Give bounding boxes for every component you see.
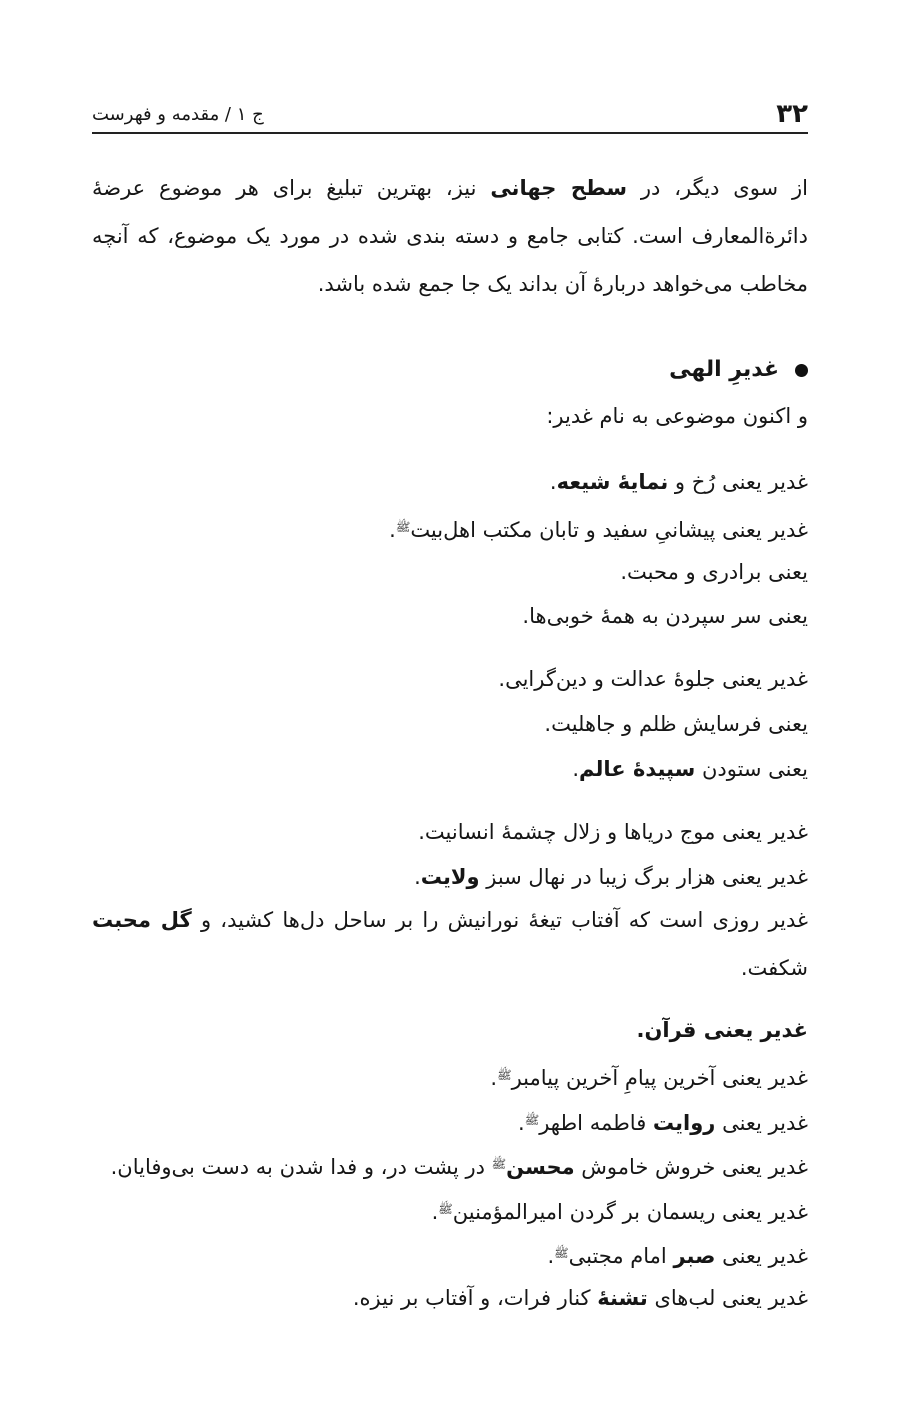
verse-line: غدیر یعنی لب‌های تشنهٔ کنار فرات، و آفتاب بر نیزه.	[352, 1286, 808, 1310]
intro-text-2: نیز، بهترین تبلیغ برای هر موضوع عرضهٔ دائرة‌المعارف است. کتابی جامع و دسته بندی شده در مورد یک موضوع، که آنچه مخاطب می‌خواهد دربارهٔ آن بداند یک جا جمع شده باشد.	[92, 176, 808, 296]
verse-line: غدیر یعنی جلوهٔ عدالت و دین‌گرایی.	[498, 667, 808, 691]
verse-line: غدیر یعنی خروش خاموش محسن$^ﷺ$ در پشت در، و فدا شدن به دست بی‌وفایان.	[110, 1155, 808, 1179]
verse-line: غدیر یعنی موج دریاها و زلال چشمهٔ انسانیت.	[418, 820, 808, 844]
verse-line: یعنی فرسایش ظلم و جاهلیت.	[544, 712, 808, 736]
verse-line: یعنی ستودن سپیدهٔ عالم.	[572, 757, 808, 781]
verse-line: غدیر یعنی هزار برگ زیبا در نهال سبز ولایت.	[414, 865, 808, 889]
verse-line: یعنی برادری و محبت.	[620, 560, 808, 584]
running-title: ج ۱ / مقدمه و فهرست	[92, 104, 264, 125]
section-title: غدیرِ الهی	[669, 357, 779, 382]
verse-line: غدیر یعنی آخرین پیامِ آخرین پیامبر$^ﷺ$.	[490, 1066, 808, 1090]
intro-paragraph	[92, 164, 808, 308]
verse-line: غدیر یعنی صبر امام مجتبی$^ﷺ$.	[547, 1244, 808, 1268]
verse-line: غدیر یعنی رُخ و نمایهٔ شیعه.	[549, 470, 808, 494]
intro-text-1: از سوی دیگر، در	[627, 176, 808, 200]
verse-line: غدیر یعنی ریسمان بر گردن امیرالمؤمنین$^ﷺ$.	[431, 1200, 808, 1224]
honorific-mark: ﷺ	[491, 1157, 507, 1171]
honorific-mark: ﷺ	[395, 520, 411, 534]
verse-line: غدیر یعنی پیشانیِ سفید و تابان مکتب اهل‌بیت$^ﷺ$.	[389, 518, 808, 542]
bullet-icon	[795, 364, 808, 377]
verse-line-bold: غدیر یعنی قرآن.	[636, 1018, 808, 1042]
honorific-mark: ﷺ	[554, 1246, 569, 1260]
page-header	[92, 98, 808, 134]
intro-bold-term: سطح جهانی	[490, 176, 628, 200]
verse-line: یعنی سر سپردن به همهٔ خوبی‌ها.	[522, 604, 808, 628]
honorific-mark: ﷺ	[438, 1202, 453, 1216]
section-intro-line: و اکنون موضوعی به نام غدیر:	[546, 404, 808, 428]
verse-paragraph: غدیر روزی است که آفتاب تیغهٔ نورانیش را بر ساحل دل‌ها کشید، و گل محبت شکفت.	[92, 908, 808, 980]
verse-line: غدیر یعنی روایت فاطمه اطهر$^ﷺ$.	[518, 1111, 808, 1135]
honorific-mark: ﷺ	[497, 1068, 512, 1082]
honorific-mark: ﷺ	[524, 1113, 540, 1127]
page-number: ۳۲	[776, 99, 808, 129]
section-heading	[669, 346, 808, 394]
